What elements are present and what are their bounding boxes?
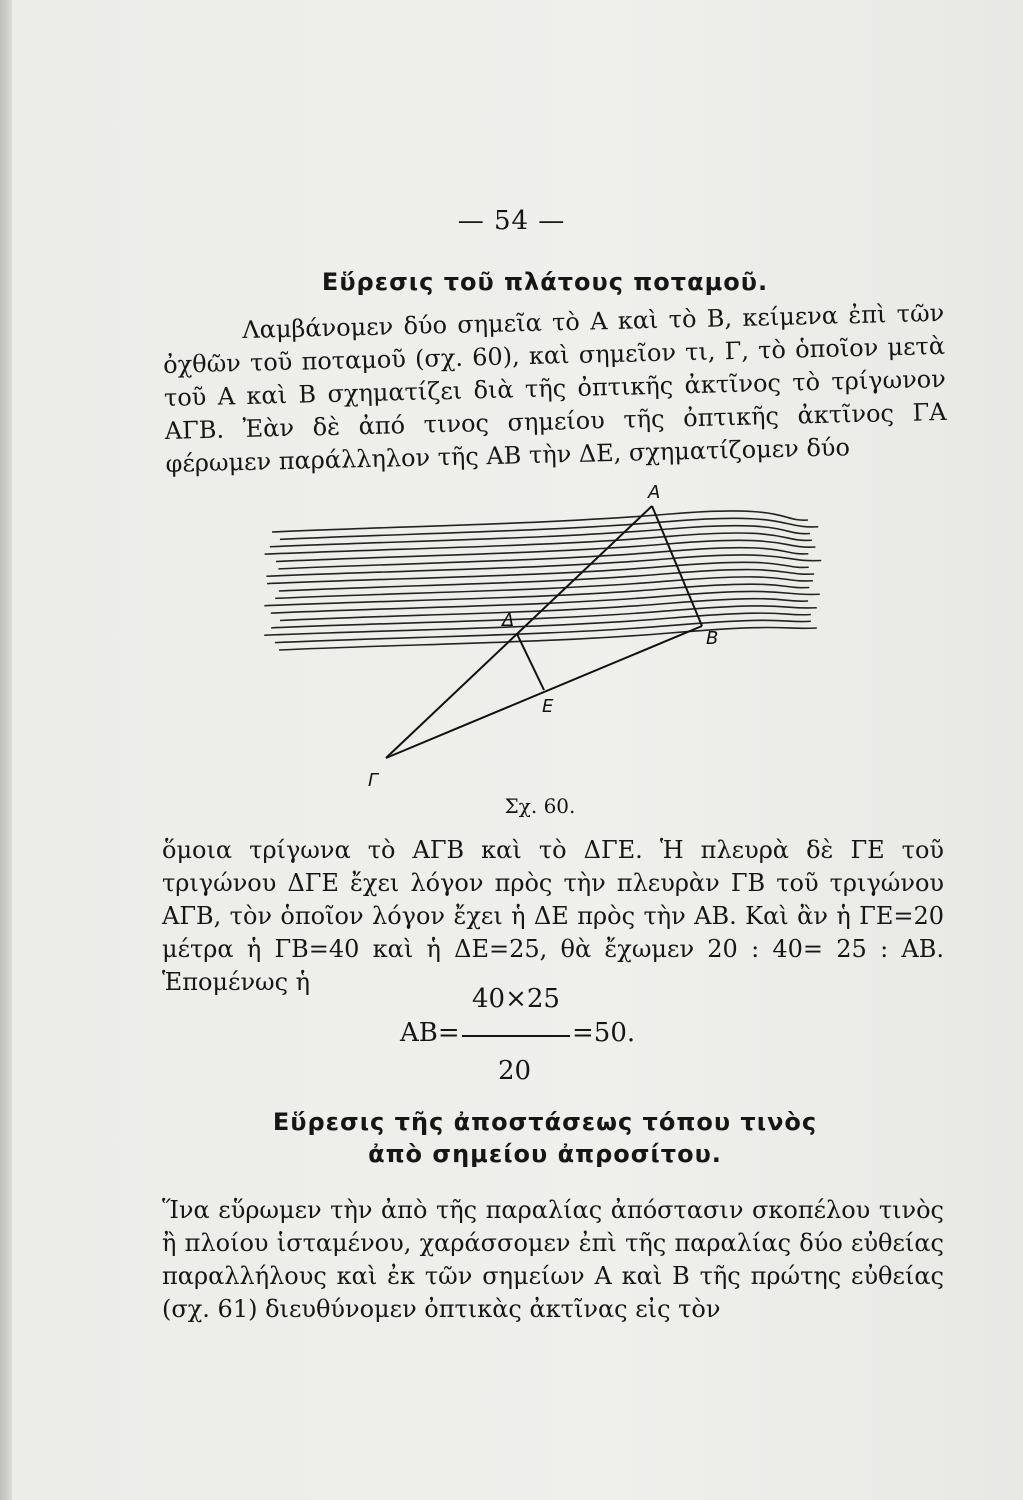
line-GB: [386, 626, 702, 758]
section-heading-distance-line2: ἀπὸ σημείου ἀπροσίτου.: [368, 1140, 722, 1168]
figure-caption: Σχ. 60.: [504, 794, 576, 818]
label-G: Γ: [368, 770, 379, 791]
page-number: — 54 —: [457, 206, 566, 236]
label-A: A: [648, 482, 661, 503]
paragraph-similar-triangles: ὅμοια τρίγωνα τὸ ΑΓΒ καὶ τὸ ΔΓΕ. Ἡ πλευρὰ δὲ ΓΕ τοῦ τριγώνου ΔΓΕ ἔχει λόγον πρὸς τὴν πλευρὰν ΓΒ τοῦ τριγώνου ΑΓΒ, τὸν ὁποῖον λόγον ἔχει ἡ ΔΕ πρὸς τὴν ΑΒ. Καὶ ἂν ἡ ΓΕ=20 μέτρα ἡ ΓΒ=40 καὶ ἡ ΔΕ=25, θὰ ἔχωμεν 20 : 40= 25 : ΑΒ. Ἑπομένως ἡ: [162, 836, 944, 996]
section-heading-distance-line1: Εὕρεσις τῆς ἀποστάσεως τόπου τινὸς: [272, 1108, 818, 1136]
paragraph-intro: Λαμβάνομεν δύο σημεῖα τὸ Α καὶ τὸ Β, κείμενα ἐπὶ τῶν ὀχθῶν τοῦ ποταμοῦ (σχ. 60), καὶ σημεῖον τι, Γ, τὸ ὁποῖον μετὰ τοῦ Α καὶ Β σχηματίζει διὰ τῆς ὀπτικῆς ἀκτῖνος τὸ τρίγωνον ΑΓΒ. Ἐὰν δὲ ἀπό τινος σημείου τῆς ὀπτικῆς ἀκτῖνος ΓΑ φέρωμεν παράλληλον τῆς ΑΒ τὴν ΔΕ, σχηματίζομεν δύο: [162, 298, 947, 478]
fraction-bar: [462, 1035, 570, 1037]
river-line: [264, 613, 811, 635]
label-E: E: [542, 696, 554, 717]
river-hatching: [264, 511, 821, 650]
line-AG: [386, 506, 652, 758]
formula-lhs: ΑΒ=: [400, 1018, 460, 1048]
formula-numerator: 40×25: [472, 984, 560, 1014]
section-heading-river-width: Εὕρεσις τοῦ πλάτους ποταμοῦ.: [321, 268, 769, 296]
figure-60-river-diagram: [250, 478, 850, 798]
label-B: B: [706, 628, 719, 649]
line-AB: [652, 506, 702, 626]
line-DE: [517, 634, 544, 690]
paragraph-distance: Ἵνα εὕρωμεν τὴν ἀπὸ τῆς παραλίας ἀπόστασιν σκοπέλου τινὸς ἢ πλοίου ἱσταμένου, χαράσσομεν ἐπὶ τῆς παραλίας δύο εὐθείας παραλλήλους καὶ ἐκ τῶν σημείων Α καὶ Β τῆς πρώτης εὐθείας (σχ. 61) διευθύνομεν ὀπτικὰς ἀκτῖνας εἰς τὸν: [162, 1196, 944, 1323]
formula-ab: [400, 984, 700, 1084]
label-D: Δ: [502, 610, 515, 631]
formula-denominator: 20: [498, 1056, 532, 1086]
formula-rhs: =50.: [572, 1018, 636, 1048]
